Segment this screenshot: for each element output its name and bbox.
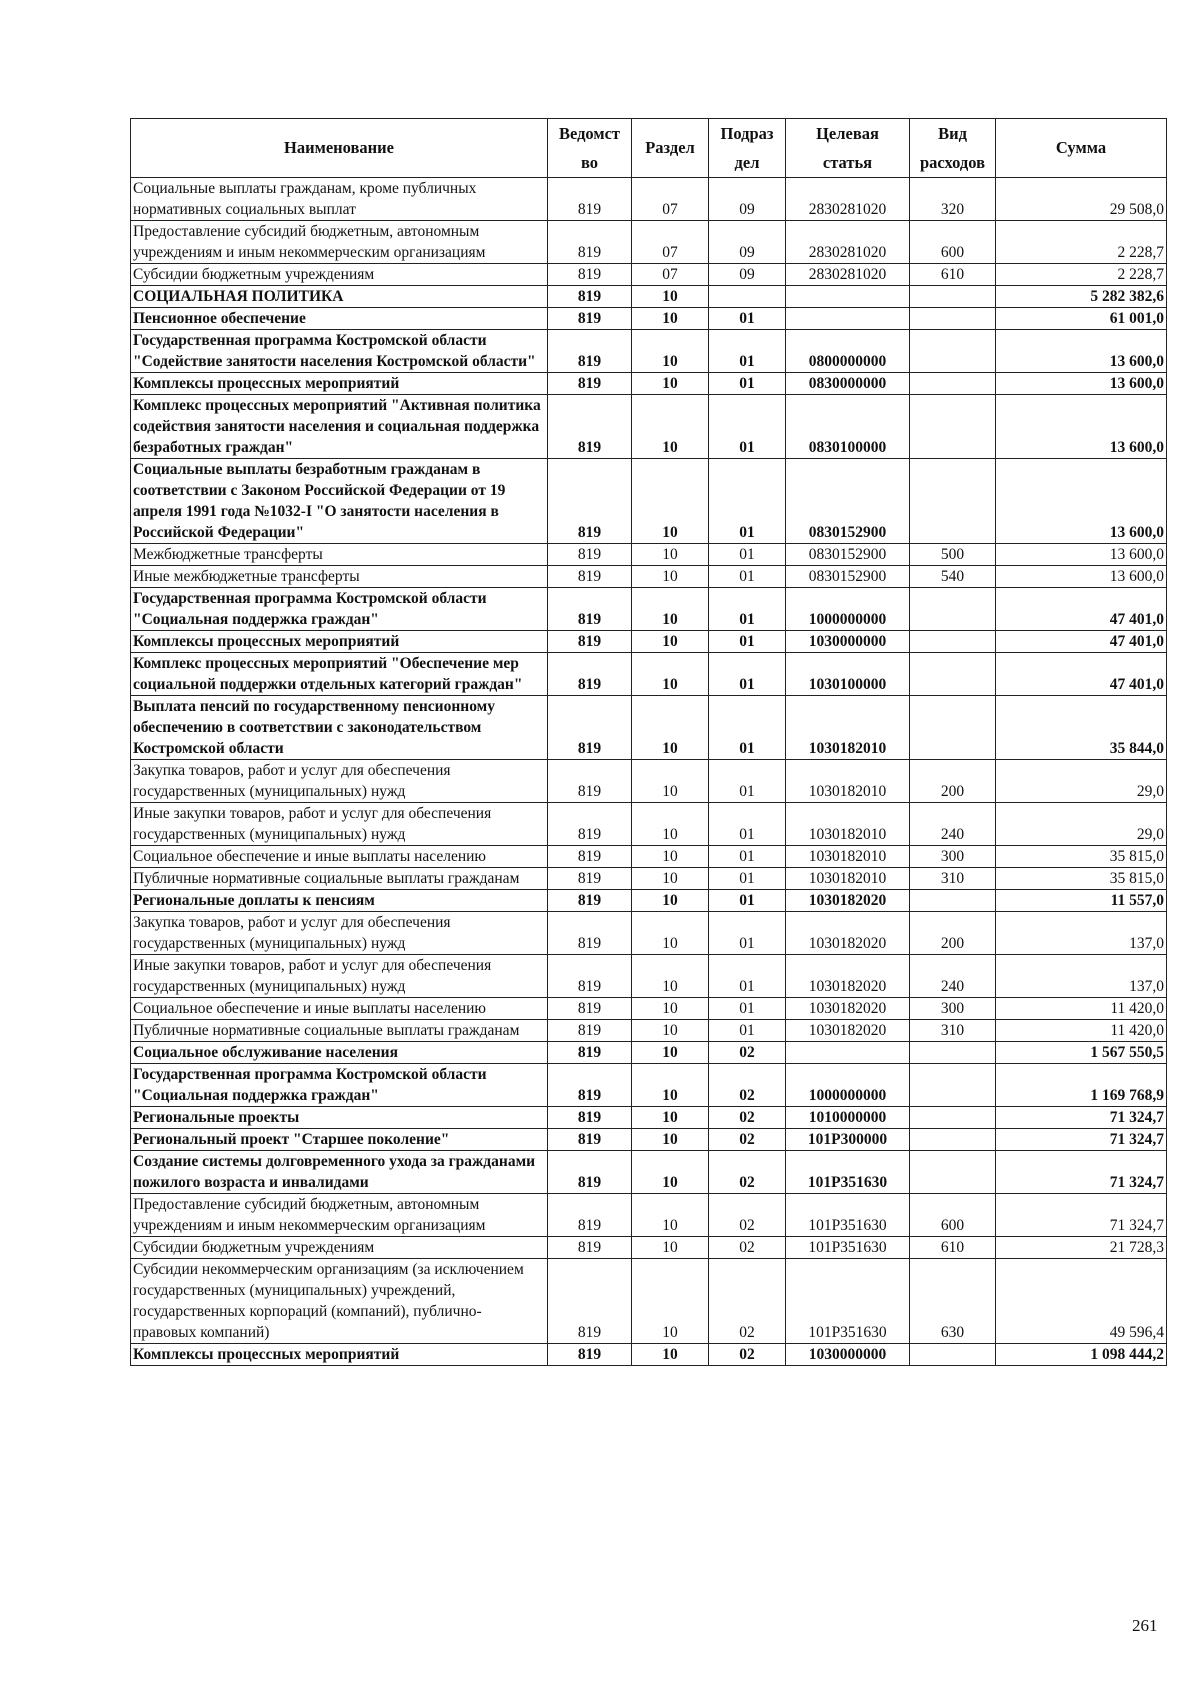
cell-name: Предоставление субсидий бюджетным, автономным учреждениям и иным некоммерческим организациям bbox=[131, 221, 548, 264]
cell-department: 819 bbox=[548, 544, 632, 566]
cell-sum: 13 600,0 bbox=[996, 544, 1167, 566]
header-sum: Сумма bbox=[996, 119, 1167, 178]
table-row bbox=[131, 1237, 1167, 1259]
table-row bbox=[131, 544, 1167, 566]
cell-section: 07 bbox=[632, 221, 709, 264]
cell-name: Субсидии бюджетным учреждениям bbox=[131, 1237, 548, 1259]
budget-sheet bbox=[130, 118, 1166, 1366]
cell-section: 10 bbox=[632, 803, 709, 846]
cell-section: 10 bbox=[632, 544, 709, 566]
cell-subsection: 02 bbox=[709, 1194, 786, 1237]
cell-section: 07 bbox=[632, 178, 709, 221]
cell-section: 10 bbox=[632, 1194, 709, 1237]
cell-expense-type bbox=[910, 286, 996, 308]
cell-sum: 2 228,7 bbox=[996, 264, 1167, 286]
cell-department: 819 bbox=[548, 264, 632, 286]
cell-name: Предоставление субсидий бюджетным, автономным учреждениям и иным некоммерческим организациям bbox=[131, 1194, 548, 1237]
cell-department: 819 bbox=[548, 1237, 632, 1259]
cell-expense-type bbox=[910, 588, 996, 631]
cell-sum: 137,0 bbox=[996, 912, 1167, 955]
cell-name: Субсидии бюджетным учреждениям bbox=[131, 264, 548, 286]
cell-department: 819 bbox=[548, 1194, 632, 1237]
cell-subsection: 01 bbox=[709, 890, 786, 912]
table-row bbox=[131, 459, 1167, 544]
cell-section: 10 bbox=[632, 459, 709, 544]
cell-target-article: 2830281020 bbox=[786, 221, 910, 264]
cell-subsection: 09 bbox=[709, 178, 786, 221]
cell-target-article: 1030000000 bbox=[786, 631, 910, 653]
cell-section: 10 bbox=[632, 760, 709, 803]
table-row bbox=[131, 588, 1167, 631]
cell-target-article: 101P351630 bbox=[786, 1259, 910, 1344]
cell-name: Комплекс процессных мероприятий "Активная политика содействия занятости населения и социальная поддержка безработных граждан" bbox=[131, 395, 548, 459]
cell-sum: 47 401,0 bbox=[996, 653, 1167, 696]
cell-department: 819 bbox=[548, 803, 632, 846]
cell-department: 819 bbox=[548, 330, 632, 373]
cell-target-article: 1030182020 bbox=[786, 890, 910, 912]
cell-section: 10 bbox=[632, 1344, 709, 1366]
cell-department: 819 bbox=[548, 1129, 632, 1151]
cell-section: 10 bbox=[632, 1042, 709, 1064]
cell-section: 10 bbox=[632, 308, 709, 330]
cell-name: Государственная программа Костромской области "Социальная поддержка граждан" bbox=[131, 1064, 548, 1107]
cell-sum: 11 420,0 bbox=[996, 1020, 1167, 1042]
cell-target-article: 1030182010 bbox=[786, 803, 910, 846]
cell-department: 819 bbox=[548, 459, 632, 544]
cell-department: 819 bbox=[548, 653, 632, 696]
cell-expense-type: 610 bbox=[910, 1237, 996, 1259]
cell-department: 819 bbox=[548, 760, 632, 803]
cell-target-article: 1030100000 bbox=[786, 653, 910, 696]
cell-expense-type: 600 bbox=[910, 1194, 996, 1237]
table-row bbox=[131, 566, 1167, 588]
cell-subsection: 02 bbox=[709, 1064, 786, 1107]
cell-target-article: 0800000000 bbox=[786, 330, 910, 373]
table-row bbox=[131, 803, 1167, 846]
cell-target-article: 1030182010 bbox=[786, 696, 910, 760]
cell-name: Социальное обеспечение и иные выплаты населению bbox=[131, 998, 548, 1020]
cell-sum: 13 600,0 bbox=[996, 395, 1167, 459]
cell-subsection: 01 bbox=[709, 308, 786, 330]
cell-section: 10 bbox=[632, 1237, 709, 1259]
cell-name: Субсидии некоммерческим организациям (за исключением государственных (муниципальных) учреждений, государственных корпораций (компаний), публично-правовых компаний) bbox=[131, 1259, 548, 1344]
cell-name: Региональные проекты bbox=[131, 1107, 548, 1129]
cell-subsection: 01 bbox=[709, 912, 786, 955]
cell-subsection: 01 bbox=[709, 330, 786, 373]
cell-section: 10 bbox=[632, 868, 709, 890]
cell-sum: 1 169 768,9 bbox=[996, 1064, 1167, 1107]
cell-subsection: 02 bbox=[709, 1042, 786, 1064]
cell-expense-type bbox=[910, 1151, 996, 1194]
cell-section: 10 bbox=[632, 912, 709, 955]
cell-subsection: 02 bbox=[709, 1259, 786, 1344]
cell-target-article: 101P300000 bbox=[786, 1129, 910, 1151]
cell-subsection: 01 bbox=[709, 955, 786, 998]
cell-name: Социальное обеспечение и иные выплаты населению bbox=[131, 846, 548, 868]
cell-sum: 2 228,7 bbox=[996, 221, 1167, 264]
cell-name: Закупка товаров, работ и услуг для обеспечения государственных (муниципальных) нужд bbox=[131, 760, 548, 803]
cell-subsection: 01 bbox=[709, 588, 786, 631]
cell-sum: 137,0 bbox=[996, 955, 1167, 998]
cell-sum: 71 324,7 bbox=[996, 1129, 1167, 1151]
cell-section: 10 bbox=[632, 330, 709, 373]
cell-subsection: 09 bbox=[709, 221, 786, 264]
table-row bbox=[131, 1344, 1167, 1366]
cell-sum: 71 324,7 bbox=[996, 1194, 1167, 1237]
table-row bbox=[131, 1107, 1167, 1129]
cell-name: Публичные нормативные социальные выплаты гражданам bbox=[131, 1020, 548, 1042]
cell-expense-type: 310 bbox=[910, 868, 996, 890]
cell-department: 819 bbox=[548, 1042, 632, 1064]
cell-target-article: 1030182020 bbox=[786, 1020, 910, 1042]
cell-expense-type: 200 bbox=[910, 760, 996, 803]
cell-section: 10 bbox=[632, 1151, 709, 1194]
cell-name: Выплата пенсий по государственному пенсионному обеспечению в соответствии с законодательством Костромской области bbox=[131, 696, 548, 760]
cell-section: 10 bbox=[632, 588, 709, 631]
cell-expense-type bbox=[910, 459, 996, 544]
cell-expense-type bbox=[910, 631, 996, 653]
cell-target-article: 101P351630 bbox=[786, 1237, 910, 1259]
cell-expense-type bbox=[910, 1042, 996, 1064]
cell-department: 819 bbox=[548, 1151, 632, 1194]
cell-subsection: 02 bbox=[709, 1237, 786, 1259]
cell-sum: 71 324,7 bbox=[996, 1151, 1167, 1194]
cell-sum: 13 600,0 bbox=[996, 330, 1167, 373]
cell-expense-type bbox=[910, 696, 996, 760]
cell-subsection: 01 bbox=[709, 653, 786, 696]
cell-name: Региональные доплаты к пенсиям bbox=[131, 890, 548, 912]
cell-name: СОЦИАЛЬНАЯ ПОЛИТИКА bbox=[131, 286, 548, 308]
table-row bbox=[131, 1194, 1167, 1237]
cell-sum: 35 844,0 bbox=[996, 696, 1167, 760]
table-row bbox=[131, 373, 1167, 395]
cell-subsection: 01 bbox=[709, 631, 786, 653]
cell-department: 819 bbox=[548, 1064, 632, 1107]
cell-department: 819 bbox=[548, 955, 632, 998]
cell-expense-type bbox=[910, 1107, 996, 1129]
cell-department: 819 bbox=[548, 631, 632, 653]
cell-expense-type: 630 bbox=[910, 1259, 996, 1344]
table-row bbox=[131, 890, 1167, 912]
cell-expense-type: 240 bbox=[910, 803, 996, 846]
header-department: Ведомст во bbox=[548, 119, 632, 178]
cell-target-article bbox=[786, 1042, 910, 1064]
cell-target-article: 1030182020 bbox=[786, 998, 910, 1020]
header-target-article: Целевая статья bbox=[786, 119, 910, 178]
cell-department: 819 bbox=[548, 308, 632, 330]
cell-name: Публичные нормативные социальные выплаты гражданам bbox=[131, 868, 548, 890]
cell-section: 10 bbox=[632, 286, 709, 308]
cell-sum: 5 282 382,6 bbox=[996, 286, 1167, 308]
cell-name: Иные закупки товаров, работ и услуг для обеспечения государственных (муниципальных) нужд bbox=[131, 803, 548, 846]
cell-name: Пенсионное обеспечение bbox=[131, 308, 548, 330]
cell-target-article: 1030182010 bbox=[786, 846, 910, 868]
cell-name: Социальное обслуживание населения bbox=[131, 1042, 548, 1064]
cell-department: 819 bbox=[548, 912, 632, 955]
cell-target-article: 0830100000 bbox=[786, 395, 910, 459]
cell-subsection: 01 bbox=[709, 803, 786, 846]
cell-department: 819 bbox=[548, 1020, 632, 1042]
table-row bbox=[131, 631, 1167, 653]
table-row bbox=[131, 1129, 1167, 1151]
cell-section: 10 bbox=[632, 631, 709, 653]
table-header-row bbox=[131, 119, 1167, 178]
cell-expense-type bbox=[910, 653, 996, 696]
cell-target-article: 1030182010 bbox=[786, 868, 910, 890]
cell-expense-type bbox=[910, 1129, 996, 1151]
table-row bbox=[131, 1259, 1167, 1344]
cell-name: Иные закупки товаров, работ и услуг для обеспечения государственных (муниципальных) нужд bbox=[131, 955, 548, 998]
table-row bbox=[131, 760, 1167, 803]
cell-target-article: 0830152900 bbox=[786, 459, 910, 544]
cell-expense-type: 500 bbox=[910, 544, 996, 566]
cell-section: 10 bbox=[632, 1020, 709, 1042]
table-row bbox=[131, 868, 1167, 890]
cell-department: 819 bbox=[548, 178, 632, 221]
cell-sum: 47 401,0 bbox=[996, 631, 1167, 653]
cell-department: 819 bbox=[548, 588, 632, 631]
cell-expense-type: 540 bbox=[910, 566, 996, 588]
cell-name: Закупка товаров, работ и услуг для обеспечения государственных (муниципальных) нужд bbox=[131, 912, 548, 955]
cell-expense-type bbox=[910, 373, 996, 395]
cell-target-article: 1030000000 bbox=[786, 1344, 910, 1366]
cell-section: 10 bbox=[632, 696, 709, 760]
cell-department: 819 bbox=[548, 998, 632, 1020]
cell-department: 819 bbox=[548, 1344, 632, 1366]
cell-name: Региональный проект "Старшее поколение" bbox=[131, 1129, 548, 1151]
cell-target-article: 0830152900 bbox=[786, 566, 910, 588]
cell-department: 819 bbox=[548, 1259, 632, 1344]
table-row bbox=[131, 330, 1167, 373]
cell-subsection: 01 bbox=[709, 696, 786, 760]
cell-target-article: 1030182020 bbox=[786, 955, 910, 998]
cell-expense-type bbox=[910, 330, 996, 373]
cell-name: Иные межбюджетные трансферты bbox=[131, 566, 548, 588]
table-row bbox=[131, 955, 1167, 998]
cell-section: 07 bbox=[632, 264, 709, 286]
cell-sum: 21 728,3 bbox=[996, 1237, 1167, 1259]
cell-sum: 13 600,0 bbox=[996, 566, 1167, 588]
cell-name: Комплекс процессных мероприятий "Обеспечение мер социальной поддержки отдельных категорий граждан" bbox=[131, 653, 548, 696]
cell-expense-type: 200 bbox=[910, 912, 996, 955]
cell-sum: 35 815,0 bbox=[996, 846, 1167, 868]
cell-target-article: 1010000000 bbox=[786, 1107, 910, 1129]
cell-expense-type bbox=[910, 308, 996, 330]
table-row bbox=[131, 998, 1167, 1020]
table-row bbox=[131, 1151, 1167, 1194]
cell-subsection: 02 bbox=[709, 1129, 786, 1151]
table-row bbox=[131, 221, 1167, 264]
cell-expense-type: 240 bbox=[910, 955, 996, 998]
budget-table bbox=[130, 118, 1167, 1366]
cell-target-article: 2830281020 bbox=[786, 264, 910, 286]
cell-subsection: 01 bbox=[709, 566, 786, 588]
cell-subsection: 02 bbox=[709, 1151, 786, 1194]
table-row bbox=[131, 1064, 1167, 1107]
cell-section: 10 bbox=[632, 653, 709, 696]
table-row bbox=[131, 653, 1167, 696]
cell-department: 819 bbox=[548, 696, 632, 760]
cell-sum: 11 420,0 bbox=[996, 998, 1167, 1020]
table-row bbox=[131, 696, 1167, 760]
cell-department: 819 bbox=[548, 868, 632, 890]
cell-subsection: 02 bbox=[709, 1344, 786, 1366]
header-subsection: Подраз дел bbox=[709, 119, 786, 178]
table-body bbox=[131, 178, 1167, 1366]
cell-department: 819 bbox=[548, 846, 632, 868]
cell-sum: 1 567 550,5 bbox=[996, 1042, 1167, 1064]
header-expense-type: Вид расходов bbox=[910, 119, 996, 178]
cell-sum: 49 596,4 bbox=[996, 1259, 1167, 1344]
cell-target-article: 101P351630 bbox=[786, 1194, 910, 1237]
cell-target-article bbox=[786, 308, 910, 330]
cell-sum: 35 815,0 bbox=[996, 868, 1167, 890]
cell-section: 10 bbox=[632, 890, 709, 912]
cell-expense-type bbox=[910, 395, 996, 459]
cell-name: Государственная программа Костромской области "Социальная поддержка граждан" bbox=[131, 588, 548, 631]
table-row bbox=[131, 912, 1167, 955]
cell-department: 819 bbox=[548, 566, 632, 588]
table-row bbox=[131, 264, 1167, 286]
cell-department: 819 bbox=[548, 221, 632, 264]
table-row bbox=[131, 395, 1167, 459]
table-row bbox=[131, 846, 1167, 868]
cell-sum: 29 508,0 bbox=[996, 178, 1167, 221]
cell-sum: 47 401,0 bbox=[996, 588, 1167, 631]
cell-subsection: 01 bbox=[709, 395, 786, 459]
cell-target-article: 1000000000 bbox=[786, 1064, 910, 1107]
header-section: Раздел bbox=[632, 119, 709, 178]
cell-section: 10 bbox=[632, 1259, 709, 1344]
cell-name: Комплексы процессных мероприятий bbox=[131, 1344, 548, 1366]
cell-name: Межбюджетные трансферты bbox=[131, 544, 548, 566]
cell-section: 10 bbox=[632, 566, 709, 588]
cell-subsection: 01 bbox=[709, 998, 786, 1020]
cell-section: 10 bbox=[632, 955, 709, 998]
cell-department: 819 bbox=[548, 373, 632, 395]
cell-section: 10 bbox=[632, 1129, 709, 1151]
cell-target-article: 0830152900 bbox=[786, 544, 910, 566]
cell-name: Государственная программа Костромской области "Содействие занятости населения Костромской области" bbox=[131, 330, 548, 373]
cell-sum: 71 324,7 bbox=[996, 1107, 1167, 1129]
cell-section: 10 bbox=[632, 998, 709, 1020]
cell-sum: 13 600,0 bbox=[996, 373, 1167, 395]
cell-name: Комплексы процессных мероприятий bbox=[131, 373, 548, 395]
cell-target-article: 1030182010 bbox=[786, 760, 910, 803]
cell-expense-type: 610 bbox=[910, 264, 996, 286]
cell-target-article: 2830281020 bbox=[786, 178, 910, 221]
cell-subsection: 01 bbox=[709, 459, 786, 544]
cell-section: 10 bbox=[632, 1107, 709, 1129]
cell-target-article bbox=[786, 286, 910, 308]
cell-section: 10 bbox=[632, 846, 709, 868]
cell-subsection: 01 bbox=[709, 544, 786, 566]
cell-target-article: 0830000000 bbox=[786, 373, 910, 395]
cell-expense-type: 310 bbox=[910, 1020, 996, 1042]
cell-sum: 29,0 bbox=[996, 760, 1167, 803]
cell-sum: 29,0 bbox=[996, 803, 1167, 846]
table-row bbox=[131, 1020, 1167, 1042]
page-number: 261 bbox=[1132, 1616, 1158, 1635]
cell-sum: 13 600,0 bbox=[996, 459, 1167, 544]
cell-target-article: 101P351630 bbox=[786, 1151, 910, 1194]
cell-expense-type: 320 bbox=[910, 178, 996, 221]
cell-sum: 61 001,0 bbox=[996, 308, 1167, 330]
cell-name: Социальные выплаты безработным гражданам в соответствии с Законом Российской Федерации от 19 апреля 1991 года №1032-I "О занятости населения в Российской Федерации" bbox=[131, 459, 548, 544]
cell-subsection: 01 bbox=[709, 846, 786, 868]
cell-name: Социальные выплаты гражданам, кроме публичных нормативных социальных выплат bbox=[131, 178, 548, 221]
cell-department: 819 bbox=[548, 890, 632, 912]
cell-expense-type bbox=[910, 1064, 996, 1107]
cell-expense-type: 300 bbox=[910, 846, 996, 868]
table-row bbox=[131, 286, 1167, 308]
cell-target-article: 1030182020 bbox=[786, 912, 910, 955]
cell-department: 819 bbox=[548, 395, 632, 459]
cell-section: 10 bbox=[632, 395, 709, 459]
cell-subsection: 01 bbox=[709, 1020, 786, 1042]
cell-section: 10 bbox=[632, 373, 709, 395]
cell-section: 10 bbox=[632, 1064, 709, 1107]
cell-target-article: 1000000000 bbox=[786, 588, 910, 631]
table-row bbox=[131, 308, 1167, 330]
cell-expense-type: 600 bbox=[910, 221, 996, 264]
cell-department: 819 bbox=[548, 1107, 632, 1129]
cell-sum: 11 557,0 bbox=[996, 890, 1167, 912]
cell-subsection: 01 bbox=[709, 868, 786, 890]
cell-expense-type bbox=[910, 890, 996, 912]
cell-subsection: 01 bbox=[709, 373, 786, 395]
cell-name: Создание системы долговременного ухода за гражданами пожилого возраста и инвалидами bbox=[131, 1151, 548, 1194]
cell-subsection bbox=[709, 286, 786, 308]
table-row bbox=[131, 1042, 1167, 1064]
cell-subsection: 01 bbox=[709, 760, 786, 803]
cell-department: 819 bbox=[548, 286, 632, 308]
cell-expense-type bbox=[910, 1344, 996, 1366]
cell-subsection: 09 bbox=[709, 264, 786, 286]
cell-expense-type: 300 bbox=[910, 998, 996, 1020]
header-name: Наименование bbox=[131, 119, 548, 178]
cell-subsection: 02 bbox=[709, 1107, 786, 1129]
table-row bbox=[131, 178, 1167, 221]
cell-name: Комплексы процессных мероприятий bbox=[131, 631, 548, 653]
cell-sum: 1 098 444,2 bbox=[996, 1344, 1167, 1366]
